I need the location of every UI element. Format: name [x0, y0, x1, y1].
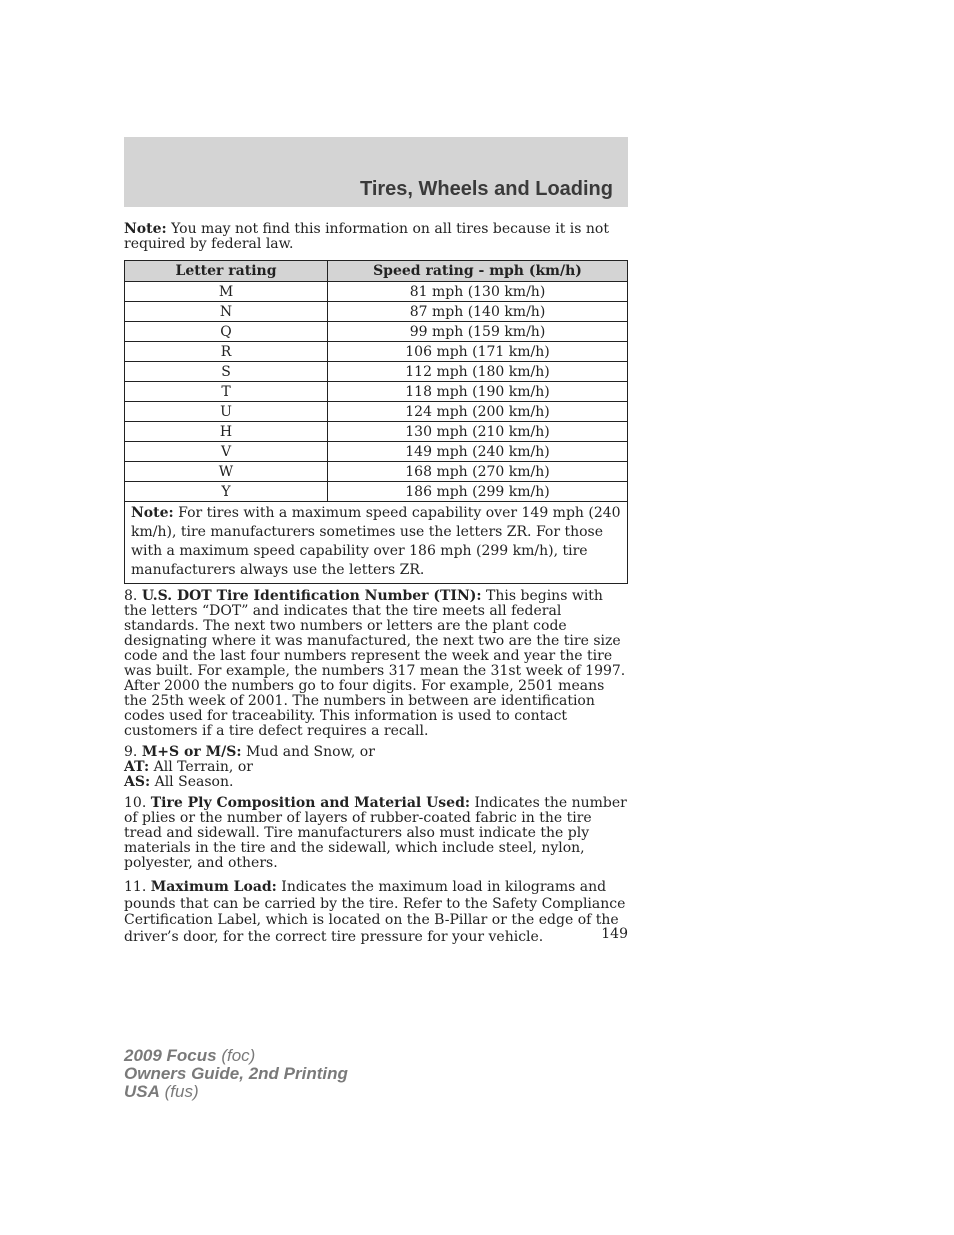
- item-11-number: 11.: [124, 879, 151, 895]
- column-header-speed-rating: Speed rating - mph (km/h): [328, 261, 628, 282]
- table-row: [125, 322, 628, 342]
- item-10-number: 10.: [124, 795, 151, 811]
- letter-cell: Y: [125, 482, 328, 502]
- table-row: [125, 402, 628, 422]
- table-row: [125, 442, 628, 462]
- speed-cell: 81 mph (130 km/h): [328, 282, 628, 302]
- section-header-band: [124, 137, 628, 207]
- table-row: [125, 342, 628, 362]
- table-row: [125, 362, 628, 382]
- speed-cell: 106 mph (171 km/h): [328, 342, 628, 362]
- footer-model: 2009 Focus: [124, 1046, 217, 1065]
- speed-cell: 112 mph (180 km/h): [328, 362, 628, 382]
- column-header-letter-rating: Letter rating: [125, 261, 328, 282]
- item-10-text: Indicates the number of plies or the number of layers of rubber-coated fabric in the tire tread and sidewall. Tire manufacturers also must indicate the ply materials in the tire and the sidewall, which include steel, nylon, polyester, and others.: [124, 795, 627, 871]
- item-9-label-ms: M+S or M/S:: [141, 744, 242, 760]
- item-10-label: Tire Ply Composition and Material Used:: [150, 795, 471, 811]
- item-9-label-as: AS:: [124, 774, 151, 790]
- letter-cell: H: [125, 422, 328, 442]
- speed-rating-table: [124, 260, 628, 584]
- speed-cell: 99 mph (159 km/h): [328, 322, 628, 342]
- table-note-label: Note:: [131, 505, 174, 521]
- table-row: [125, 382, 628, 402]
- item-8-paragraph: [124, 589, 628, 739]
- footer-line-2: [124, 1065, 348, 1083]
- table-note-text: For tires with a maximum speed capability over 149 mph (240 km/h), tire manufacturers sometimes use the letters ZR. For those with a maximum speed capability over 186 mph (299 km/h), tire manufacturers always use the letters ZR.: [131, 505, 621, 578]
- speed-cell: 186 mph (299 km/h): [328, 482, 628, 502]
- table-row: [125, 482, 628, 502]
- speed-cell: 124 mph (200 km/h): [328, 402, 628, 422]
- speed-cell: 118 mph (190 km/h): [328, 382, 628, 402]
- table-header-row: [125, 261, 628, 282]
- footer-guide: Owners Guide, 2nd Printing: [124, 1064, 348, 1083]
- speed-cell: 149 mph (240 km/h): [328, 442, 628, 462]
- note-label: Note:: [124, 221, 167, 237]
- footer-market-code: (fus): [159, 1082, 199, 1101]
- item-10-paragraph: [124, 796, 628, 871]
- note-paragraph: [124, 222, 628, 252]
- footer-model-code: (foc): [216, 1046, 256, 1065]
- note-text: You may not find this information on all tires because it is not required by federal law.: [124, 221, 609, 252]
- letter-cell: Q: [125, 322, 328, 342]
- item-8-number: 8.: [124, 588, 142, 604]
- item-8-label: U.S. DOT Tire Identification Number (TIN):: [141, 588, 482, 604]
- table-note-row: [125, 502, 628, 584]
- letter-cell: N: [125, 302, 328, 322]
- item-11-label: Maximum Load:: [150, 879, 277, 895]
- item-11-text: Indicates the maximum load in kilograms and pounds that can be carried by the tire. Refer to the Safety Compliance Certification Label, which is located on the B-Pillar or the edge of the driver’s door, for the correct tire pressure for your vehicle.: [124, 879, 626, 945]
- speed-cell: 168 mph (270 km/h): [328, 462, 628, 482]
- item-9-paragraph: [124, 745, 628, 790]
- item-9-text-as: All Season.: [150, 774, 234, 790]
- letter-cell: U: [125, 402, 328, 422]
- footer-line-3: [124, 1083, 348, 1101]
- page-number: 149: [601, 926, 628, 942]
- item-9-number: 9.: [124, 744, 142, 760]
- table-row: [125, 422, 628, 442]
- letter-cell: M: [125, 282, 328, 302]
- letter-cell: V: [125, 442, 328, 462]
- speed-cell: 130 mph (210 km/h): [328, 422, 628, 442]
- table-row: [125, 302, 628, 322]
- page-content: [124, 222, 628, 945]
- table-note-cell: [125, 502, 628, 584]
- item-11-paragraph: [124, 879, 628, 945]
- item-9-text-at: All Terrain, or: [149, 759, 253, 775]
- item-9-text-ms: Mud and Snow, or: [241, 744, 375, 760]
- item-8-text: This begins with the letters “DOT” and indicates that the tire meets all federal standards. The next two numbers or letters are the plant code designating where it was manufactured, the next two are the tire size code and the last four numbers represent the week and year the tire was built. For example, the numbers 317 mean the 31st week of 1997. After 2000 the numbers go to four digits. For example, 2501 means the 25th week of 2001. The numbers in between are identification codes used for traceability. This information is used to contact customers if a tire defect requires a recall.: [124, 588, 626, 739]
- table-row: [125, 462, 628, 482]
- document-footer: [124, 1047, 348, 1101]
- footer-line-1: [124, 1047, 348, 1065]
- table-row: [125, 282, 628, 302]
- letter-cell: T: [125, 382, 328, 402]
- footer-market: USA: [124, 1082, 160, 1101]
- item-9-label-at: AT:: [124, 759, 150, 775]
- speed-cell: 87 mph (140 km/h): [328, 302, 628, 322]
- letter-cell: R: [125, 342, 328, 362]
- letter-cell: S: [125, 362, 328, 382]
- letter-cell: W: [125, 462, 328, 482]
- section-title: Tires, Wheels and Loading: [359, 178, 613, 200]
